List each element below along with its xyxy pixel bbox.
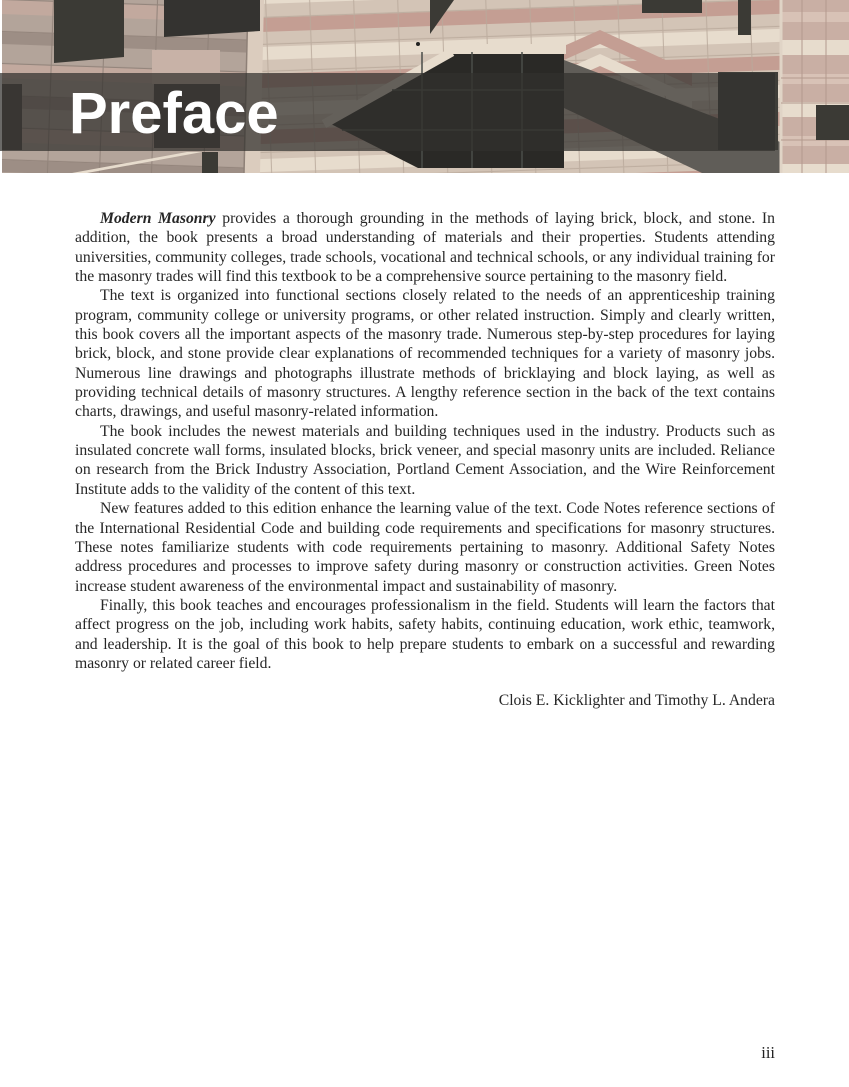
book-title: Modern Masonry [100,210,216,227]
page-number: iii [761,1043,775,1062]
title-banner [0,73,775,151]
authors-byline: Clois E. Kicklighter and Timothy L. Andera [498,692,775,710]
paragraph-4: New features added to this edition enhance the learning value of the text. Code Notes reference sections of the International Residential Code and building code requirements and specifications for masonry structures. These notes familiarize students with code requirements pertaining to masonry. Additional Safety Notes address procedures and processes to improve safety during masonry or construction activities. Green Notes increase student awareness of the environmental impact and sustainability of masonry. [75,500,775,595]
paragraph-1 [75,209,775,286]
page-title: Preface [69,80,279,146]
chapter-header [0,0,849,173]
paragraph-5: Finally, this book teaches and encourages professionalism in the field. Students will learn the factors that affect progress on the job, including work habits, safety habits, continuing education, work ethic, teamwork, and leadership. It is the goal of this book to help prepare students to embark on a successful and rewarding masonry or related career field. [75,596,775,672]
paragraph-3: The book includes the newest materials and building techniques used in the industry. Products such as insulated concrete wall forms, insulated blocks, brick veneer, and special masonry units are included. Reliance on research from the Brick Industry Association, Portland Cement Association, and the Wire Reinforcement Institute adds to the validity of the content of this text. [75,422,775,498]
paragraph-2: The text is organized into functional sections closely related to the needs of an apprenticeship training program, community college or university programs, or other related instruction. Simply and clearly written, this book covers all the important aspects of the masonry trade. Numerous step-by-step procedures for laying brick, block, and stone provide clear explanations of recommended techniques for a variety of masonry jobs. Numerous line drawings and photographs illustrate methods of bricklaying and block laying, as well as providing technical details of masonry structures. A lengthy reference section in the back of the text contains charts, drawings, and useful masonry-related information. [75,287,775,421]
paragraph-1-text: provides a thorough grounding in the methods of laying brick, block, and stone. In addition, the book presents a broad understanding of materials and their properties. Students attending universities, community colleges, trade schools, vocational and technical schools, or any individual training for the masonry trades will find this textbook to be a comprehensive source pertaining to the masonry field. [75,210,775,286]
preface-text [75,209,775,711]
